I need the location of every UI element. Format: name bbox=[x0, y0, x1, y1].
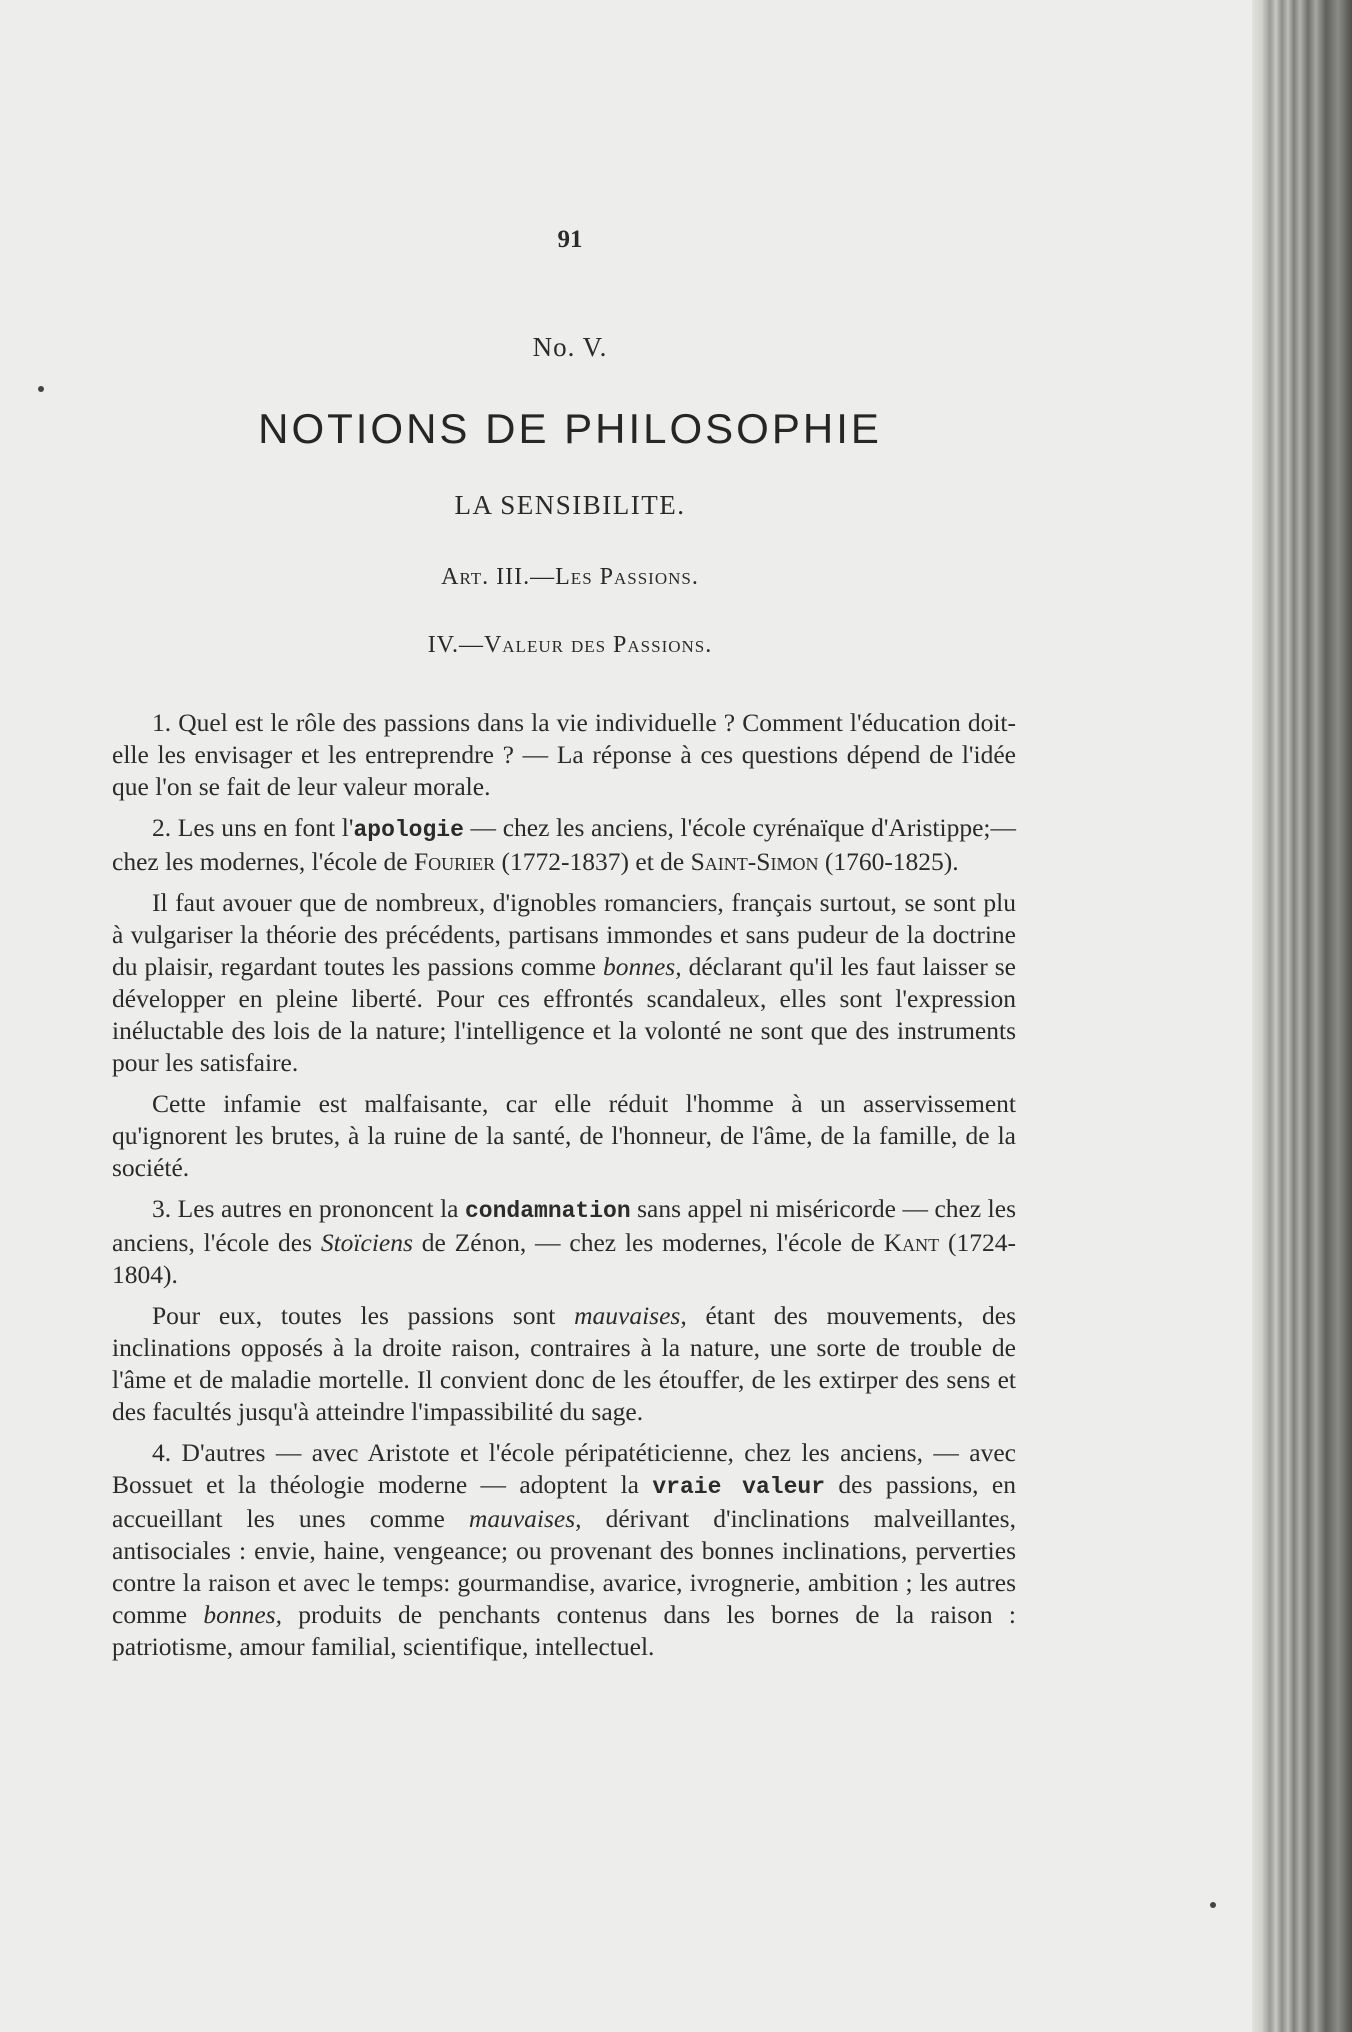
paragraph-5 bbox=[112, 1193, 1016, 1291]
text-run: déclarant qu'il les faut laisser se développer en pleine liberté. Pour ces effrontés scandaleux, elles sont l'expression inéluctable des lois de la nature; l'intelligence et la volonté ne sont que des instruments pour les satisfaire. bbox=[112, 952, 1016, 1077]
text-run: (1760-1825). bbox=[818, 847, 959, 876]
page-edge-shadow bbox=[1252, 0, 1352, 2032]
scan-speck bbox=[38, 386, 44, 392]
text-run: (1772-1837) et de bbox=[495, 847, 691, 876]
name-kant: Kant bbox=[883, 1228, 940, 1257]
name-saint-simon: Saint-Simon bbox=[690, 847, 819, 876]
text-run: étant des mouvements, des inclinations opposés à la droite raison, contraires à la nature, une sorte de trouble de l'âme et de maladie mortelle. Il convient donc de les étouffer, de les extirper des sens et des facultés jusqu'à atteindre l'impassibilité du sage. bbox=[112, 1301, 1016, 1426]
text-run: 2. Les uns en font l' bbox=[152, 813, 354, 842]
text-run: 4. D'autres — avec Aristote et l'école péripatéticienne, chez les anciens, — avec Bossuet et la théologie moderne — adoptent la bbox=[112, 1438, 1016, 1499]
paragraph-7 bbox=[112, 1437, 1016, 1663]
emphasis-mauvaises: mauvaises, bbox=[574, 1301, 687, 1330]
paragraph-6 bbox=[112, 1300, 1016, 1428]
text-run: (1724-1804). bbox=[112, 1228, 1016, 1289]
main-title: NOTIONS DE PHILOSOPHIE bbox=[258, 405, 882, 452]
scan-speck bbox=[1210, 1902, 1216, 1908]
keyword-condamnation: condamnation bbox=[465, 1198, 631, 1224]
text-run: des passions, en accueillant les unes comme bbox=[112, 1470, 1016, 1533]
emphasis-bonnes: bonnes, bbox=[602, 952, 682, 981]
body-text bbox=[112, 707, 1016, 1672]
section-title: LA SENSIBILITE. bbox=[454, 490, 686, 520]
text-run: de Zénon, — chez les modernes, l'école de bbox=[412, 1228, 884, 1257]
text-run: Il faut avouer que de nombreux, d'ignobles romanciers, français surtout, se sont plu à vulgariser la théorie des précédents, partisans immondes et sans pudeur de la doctrine du plaisir, regardant toutes les passions comme bbox=[112, 888, 1016, 981]
text-run: sans appel ni miséricorde — chez les anciens, l'école des bbox=[112, 1194, 1016, 1257]
emphasis-stoiciens: Stoïciens bbox=[320, 1228, 413, 1257]
text-run: Pour eux, toutes les passions sont bbox=[152, 1301, 575, 1330]
issue-number: No. V. bbox=[532, 332, 608, 362]
paragraph-2 bbox=[112, 812, 1016, 878]
text-run: — chez les anciens, l'école cyrénaïque d'Aristippe;—chez les modernes, l'école de bbox=[112, 813, 1016, 876]
emphasis-mauvaises: mauvaises, bbox=[468, 1504, 582, 1533]
paragraph-3 bbox=[112, 887, 1016, 1079]
page-number: 91 bbox=[557, 226, 583, 253]
name-fourier: Fourier bbox=[413, 847, 496, 876]
paragraph-1: 1. Quel est le rôle des passions dans la vie individuelle ? Comment l'éducation doit-elle les envisager et les entreprendre ? — La réponse à ces questions dépend de l'idée que l'on se fait de leur valeur morale. bbox=[112, 708, 1016, 801]
article-title: Art. III.—Les Passions. bbox=[441, 564, 699, 590]
keyword-vraie-valeur: vraie valeur bbox=[652, 1474, 826, 1500]
text-run: produits de penchants contenus dans les bornes de la raison : patriotisme, amour familial, scientifique, intellectuel. bbox=[112, 1600, 1017, 1661]
keyword-apologie: apologie bbox=[353, 817, 464, 843]
emphasis-bonnes: bonnes, bbox=[203, 1600, 282, 1629]
subsection-title: IV.—Valeur des Passions. bbox=[427, 632, 713, 658]
text-run: 3. Les autres en prononcent la bbox=[152, 1194, 465, 1223]
text-run: dérivant d'inclinations malveillantes, antisociales : envie, haine, vengeance; ou provenant des bonnes inclinations, perverties contre la raison et avec le temps: gourmandise, avarice, ivrognerie, ambition ; les autres comme bbox=[112, 1504, 1016, 1629]
paragraph-4: Cette infamie est malfaisante, car elle réduit l'homme à un asservissement qu'ignorent les brutes, à la ruine de la santé, de l'honneur, de l'âme, de la famille, de la société. bbox=[112, 1089, 1016, 1182]
